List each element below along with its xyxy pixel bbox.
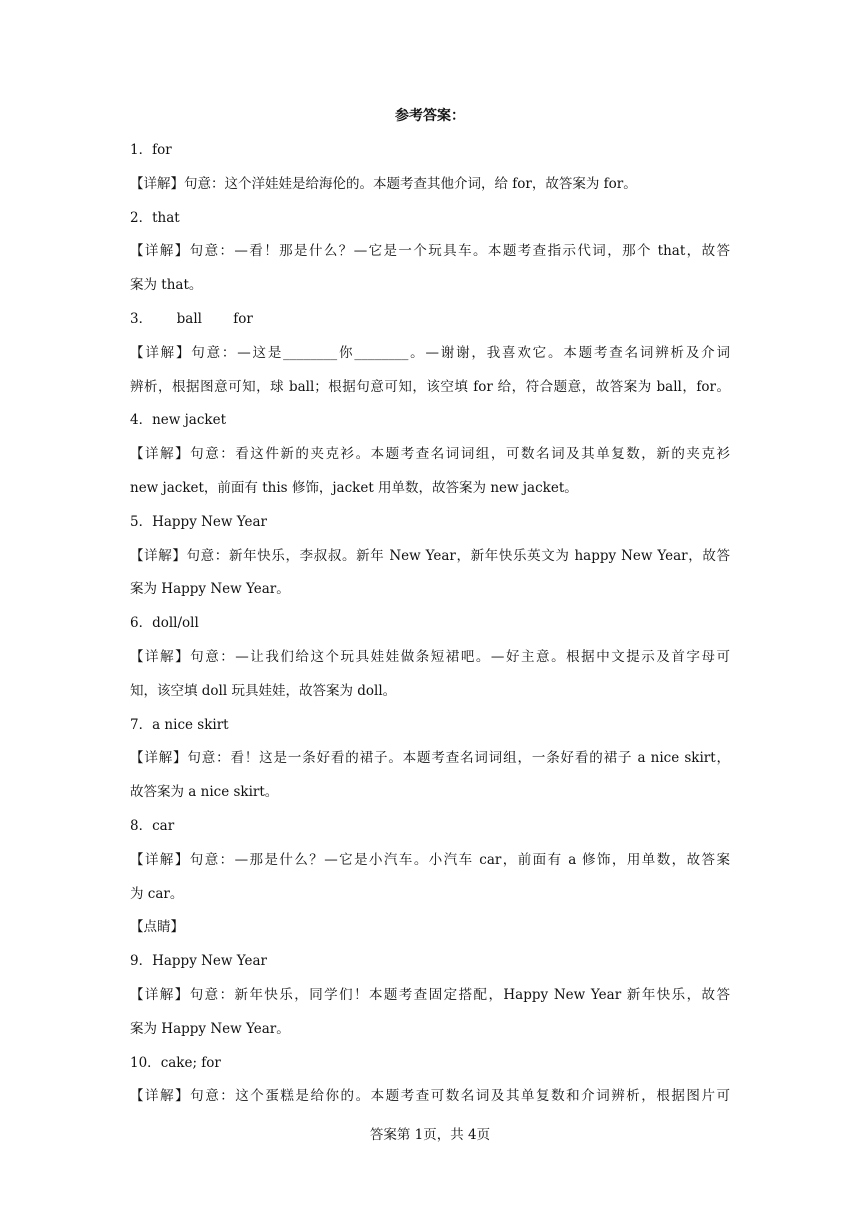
answer-text: ball for xyxy=(145,310,253,327)
answer-text: doll/oll xyxy=(152,615,199,632)
answer-text: that xyxy=(152,209,180,226)
explanation-line: 为 car。 xyxy=(130,885,184,902)
answer-item-7 xyxy=(130,709,730,743)
answer-number: 7． xyxy=(130,716,153,733)
answer-number: 4． xyxy=(130,412,153,429)
explanation-line: 案为 Happy New Year。 xyxy=(130,1020,290,1037)
answer-text: Happy New Year xyxy=(152,513,267,530)
page-title: 参考答案： xyxy=(395,108,465,124)
explanation-line: 辨析，根据图意可知，球 ball；根据句意可知，该空填 for 给，符合题意，故答案为 ball，for。 xyxy=(130,378,730,395)
explanation-line: 【详解】句意：这个蛋糕是给你的。本题考查可数名词及其单复数和介词辨析，根据图片可 xyxy=(130,1088,730,1105)
answer-item-6 xyxy=(130,607,730,641)
tip-heading: 【点睛】 xyxy=(130,919,184,936)
answer-text: car xyxy=(152,817,175,834)
answer-item-9 xyxy=(130,945,730,979)
answer-text: cake; for xyxy=(160,1054,221,1071)
answer-number: 10． xyxy=(130,1054,161,1071)
answer-text: a nice skirt xyxy=(152,716,229,733)
explanation-line: 【详解】句意：新年快乐，李叔叔。新年 New Year，新年快乐英文为 happy New Year，故答 xyxy=(130,547,730,564)
answer-text: Happy New Year xyxy=(152,953,267,970)
explanation-line: 故答案为 a nice skirt。 xyxy=(130,784,279,801)
answer-number: 2． xyxy=(130,209,153,226)
answer-text: for xyxy=(152,142,172,158)
explanation-line: 【详解】句意：—这是________你________。—谢谢，我喜欢它。本题考查名词辨析及介词 xyxy=(130,344,730,361)
answer-item-8 xyxy=(130,810,730,844)
answer-item-2 xyxy=(130,202,730,236)
answer-item-1 xyxy=(130,134,730,168)
answer-item-10 xyxy=(130,1047,730,1081)
answer-text: new jacket xyxy=(152,412,227,429)
answer-number: 5． xyxy=(130,513,153,530)
explanation-line: 【详解】句意：这个洋娃娃是给海伦的。本题考查其他介词，给 for，故答案为 for。 xyxy=(130,175,637,192)
explanation-line: 【详解】句意：—那是什么？—它是小汽车。小汽车 car，前面有 a 修饰，用单数，故答案 xyxy=(130,851,730,868)
answer-item-5 xyxy=(130,506,730,540)
answer-number: 9． xyxy=(130,953,153,970)
explanation-line: new jacket，前面有 this 修饰，jacket 用单数，故答案为 new jacket。 xyxy=(130,479,578,496)
page-footer: 答案第 1页，共 4页 xyxy=(369,1127,491,1143)
answer-number: 1． xyxy=(130,142,153,158)
answer-item-3 xyxy=(130,303,730,337)
answer-list xyxy=(130,134,730,1114)
explanation-line: 知，该空填 doll 玩具娃娃，故答案为 doll。 xyxy=(130,682,397,699)
answer-number: 6． xyxy=(130,615,153,632)
explanation-line: 【详解】句意：—看！那是什么？—它是一个玩具车。本题考查指示代词，那个 that，故答 xyxy=(130,243,730,260)
answer-number: 8． xyxy=(130,817,153,834)
explanation-line: 【详解】句意：看！这是一条好看的裙子。本题考查名词词组，一条好看的裙子 a nice skirt， xyxy=(130,750,730,767)
answer-item-4 xyxy=(130,404,730,438)
explanation-line: 【详解】句意：新年快乐，同学们！本题考查固定搭配，Happy New Year 新年快乐，故答 xyxy=(130,986,730,1003)
answer-number: 3． xyxy=(130,310,146,327)
explanation-line: 【详解】句意：—让我们给这个玩具娃娃做条短裙吧。—好主意。根据中文提示及首字母可 xyxy=(130,648,730,665)
explanation-line: 案为 Happy New Year。 xyxy=(130,581,290,598)
explanation-line: 案为 that。 xyxy=(130,277,203,294)
explanation-line: 【详解】句意：看这件新的夹克衫。本题考查名词词组，可数名词及其单复数，新的夹克衫 xyxy=(130,446,730,463)
